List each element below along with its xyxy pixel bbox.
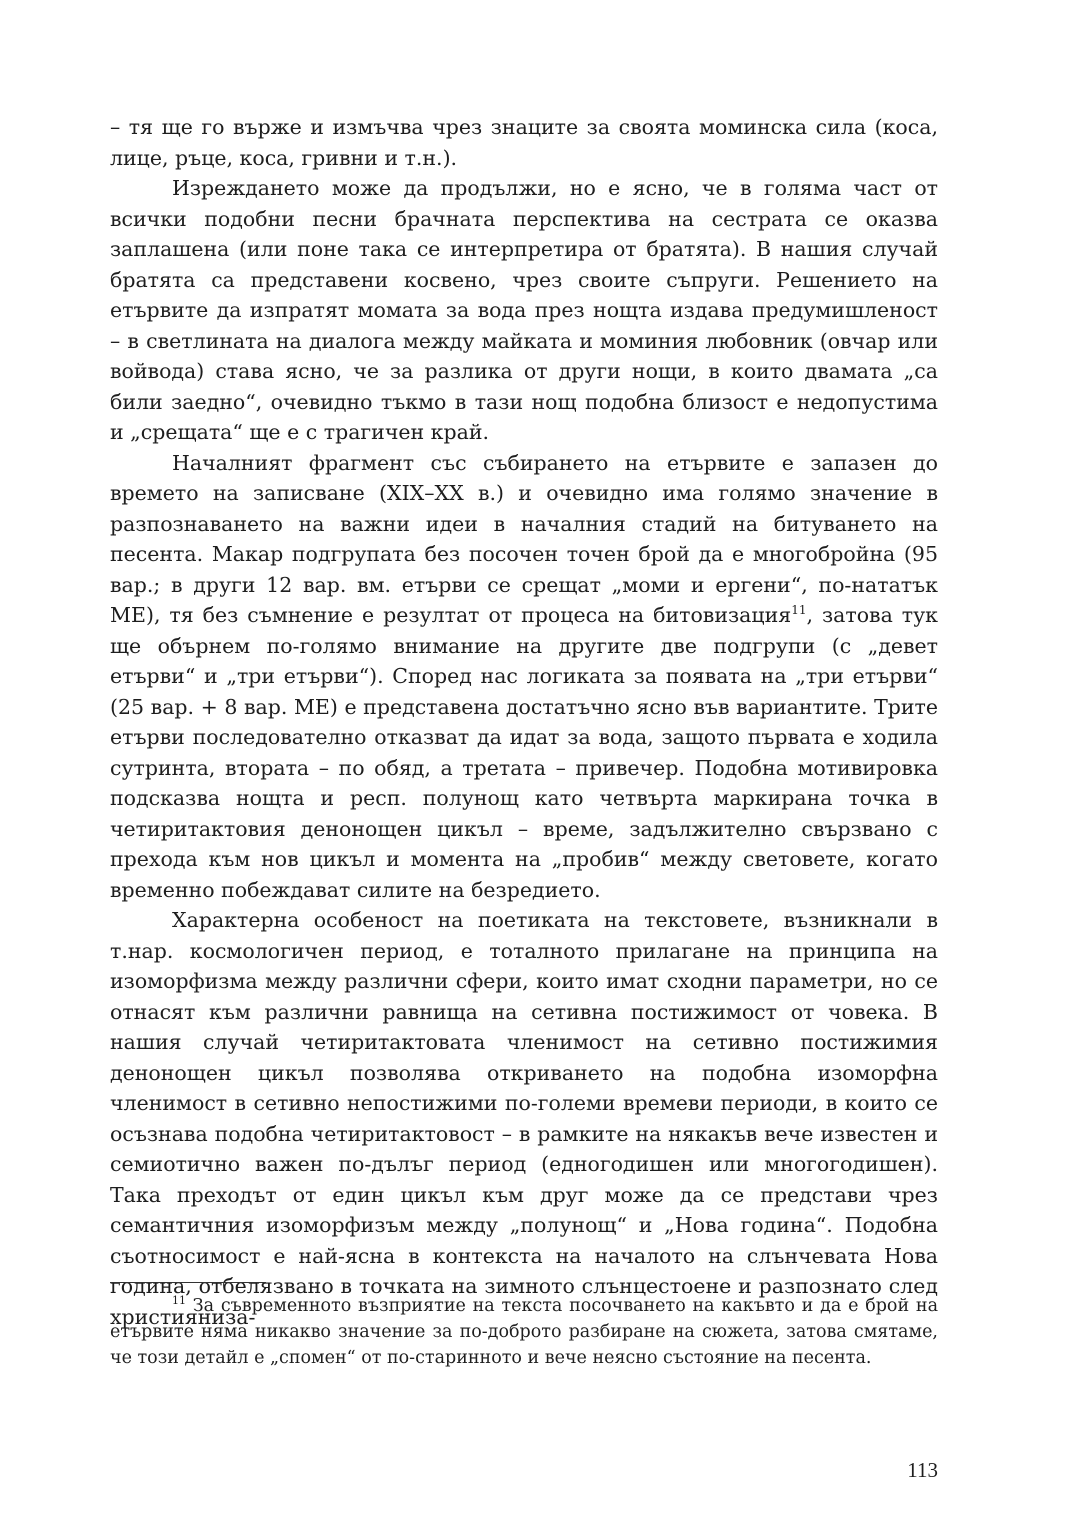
paragraph-3-part-1: Началният фрагмент със събирането на етървите е запазен до времето на записване (XIX–XX в.) и очевидно има голямо значение в разпознаването на важни идеи в началния стадий на битуването на песента. Макар подгрупата без посочен точен брой да е многобройна (95 вар.; в други 12 вар. вм. етърви се срещат „моми и ергени“, по-нататък МЕ), тя без съмнение е резултат от процеса на битовизация bbox=[110, 450, 938, 627]
paragraph-4: Характерна особеност на поетиката на текстовете, възникнали в т.нар. космологичен период, е тоталното прилагане на принципа на изоморфизма между различни сфери, които имат сходни параметри, но се отнасят към различни равнища на сетивна постижимост от човека. В нашия случай четиритактовата членимост на сетивно постижимия денонощен цикъл позволява откриването на подобна изоморфна членимост в сетивно непостижими по-големи времеви периоди, в които се осъзнава подобна четиритактовост – в рамките на някакъв вече известен и семиотично важен по-дълъг период (едногодишен или многогодишен). Така преходът от един цикъл към друг може да се представи чрез семантичния изоморфизъм между „полунощ“ и „Нова година“. Подобна съотносимост е най-ясна в контекста на началото на слънчевата Нова година, отбелязвано в точката на зимното слънцестоене и разпознато след християниза- bbox=[110, 908, 938, 1329]
paragraph-1: – тя ще го върже и измъчва чрез знаците за своята моминска сила (коса, лице, ръце, коса, гривни и т.н.). bbox=[110, 115, 938, 170]
paragraph-2: Изреждането може да продължи, но е ясно, че в голяма част от всички подобни песни брачната перспектива на сестрата се оказва заплашена (или поне така се интерпретира от братята). В нашия случай братята са представени косвено, чрез своите съпруги. Решението на етървите да изпратят момата за вода през нощта издава предумишленост – в светлината на диалога между майката и моминия любовник (овчар или войвода) става ясно, че за разлика от други нощи, в които двамата „са били заедно“, очевидно тъкмо в тази нощ подобна близост е недопустима и „срещата“ ще е с трагичен край. bbox=[110, 176, 938, 444]
page-number: 113 bbox=[907, 1458, 938, 1482]
footnote-text: За съвременното възприятие на текста посочването на какъвто и да е брой на етървите няма никакво значение за по-доброто разбиране на сюжета, затова смятаме, че този детайл е „спомен“ от по-старинното и вече неясно състояние на песента. bbox=[110, 1296, 938, 1368]
paragraph-3-part-2: , затова тук ще обърнем по-голямо внимание на другите две подгрупи (с „девет етърви“ и „три етърви“). Според нас логиката за появата на „три етърви“ (25 вар. + 8 вар. МЕ) е представена достатъчно ясно във вариантите. Трите етърви последователно отказват да идат за вода, защото първата е ходила сутринта, втората – по обяд, а третата – привечер. Подобна мотивировка подсказва нощта и респ. полунощ като четвърта маркирана точка в четиритактовия денонощен цикъл – време, задължително свързвано с прехода към нов цикъл и момента на „пробив“ между световете, когато временно побеждават силите на безредието. bbox=[110, 603, 938, 902]
footnote-reference[interactable]: 11 bbox=[791, 603, 807, 618]
paragraph-3 bbox=[110, 448, 938, 906]
main-text bbox=[110, 112, 938, 1332]
footnote-separator bbox=[110, 1282, 266, 1283]
footnote bbox=[110, 1293, 938, 1371]
footnote-number: 11 bbox=[172, 1294, 186, 1308]
